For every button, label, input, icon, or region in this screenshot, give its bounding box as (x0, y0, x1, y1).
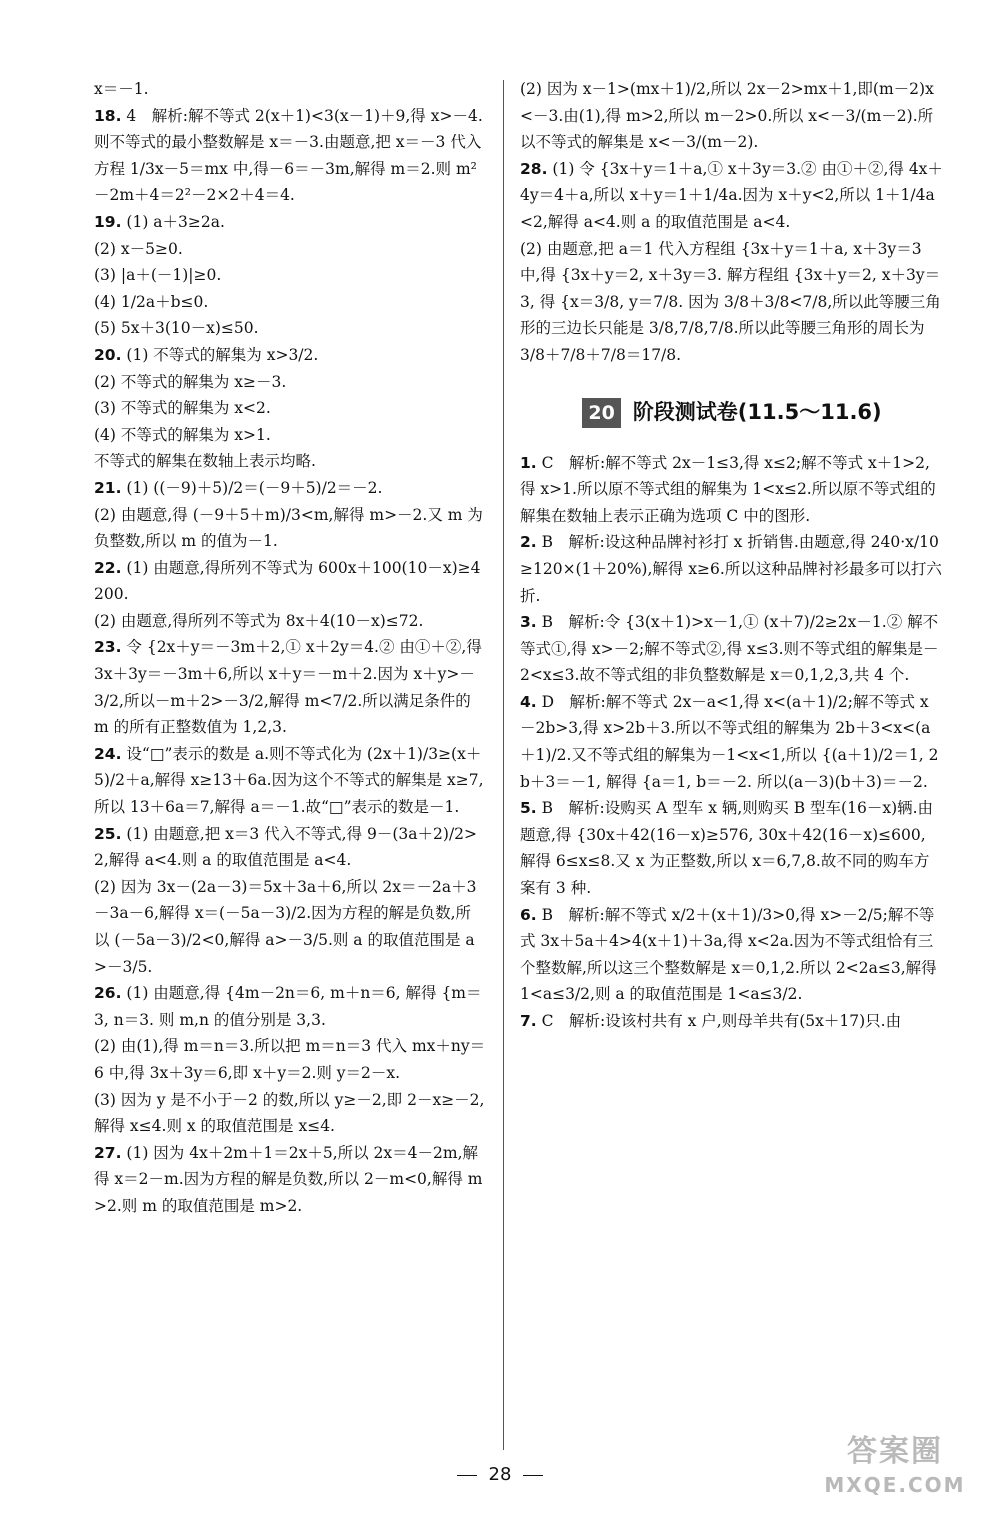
answer-text: (1) 由题意,把 x＝3 代入不等式,得 9－(3a＋2)/2>2,解得 a<4.则 a 的取值范围是 a<4. (94, 824, 478, 870)
answer-line (94, 980, 486, 1033)
question-number: 18. (94, 106, 122, 125)
answer-line (94, 821, 486, 874)
answer-text: (2) 由题意,得 (－9＋5＋m)/3<m,解得 m>－2.又 m 为负整数,所以 m 的值为－1. (94, 505, 483, 551)
answer-line (520, 902, 944, 1008)
footer-dash-right (523, 1475, 543, 1476)
answer-text: 4 解析:解不等式 2(x＋1)<3(x－1)＋9,得 x>－4.则不等式的最小整数解是 x＝－3.由题意,把 x＝－3 代入方程 1/3x－5＝mx 中,得－6＝－3m,解得 m＝2.则 m²－2m＋4＝2²－2×2＋4＝4. (94, 106, 483, 205)
answer-line (520, 76, 944, 156)
answer-line (94, 342, 486, 369)
answer-line (94, 395, 486, 422)
answer-line (520, 156, 944, 236)
answer-text: (2) 因为 x－1>(mx＋1)/2,所以 2x－2>mx＋1,即(m－2)x<－3.由(1),得 m>2,所以 m－2>0.所以 x<－3/(m－2).所以不等式的解集是 x<－3/(m－2). (520, 80, 934, 152)
answer-text: x＝－1. (94, 80, 149, 98)
answer-line (94, 209, 486, 236)
answer-text: D 解析:解不等式 2x－a<1,得 x<(a＋1)/2;解不等式 x－2b>3,得 x>2b＋3.所以不等式组的解集为 2b＋3<x<(a＋1)/2.又不等式组的解集为－1<x<1,所以 {(a＋1)/2＝1, 2b＋3＝－1, 解得 {a＝1, b＝－2. 所以(a－3)(b＋3)＝－2. (520, 692, 939, 791)
answer-text: C 解析:设该村共有 x 户,则母羊共有(5x＋17)只.由 (541, 1012, 902, 1030)
answer-text: (2) 因为 3x－(2a－3)＝5x＋3a＋6,所以 2x＝－2a＋3－3a－6,解得 x＝(－5a－3)/2.因为方程的解是负数,所以 (－5a－3)/2<0,解得 a>－3/5.则 a 的取值范围是 a>－3/5. (94, 877, 477, 976)
answer-text: (3) 因为 y 是不小于－2 的数,所以 y≥－2,即 2－x≥－2,解得 x≤4.则 x 的取值范围是 x≤4. (94, 1090, 485, 1136)
answer-line (94, 634, 486, 740)
answer-text: (1) a＋3≥2a. (126, 212, 225, 231)
question-number: 20. (94, 345, 122, 364)
answer-text: C 解析:解不等式 2x－1≤3,得 x≤2;解不等式 x＋1>2,得 x>1.所以原不等式组的解集为 1<x≤2.所以原不等式组的解集在数轴上表示正确为选项 C 中的图形. (520, 453, 936, 525)
question-number: 7. (520, 1012, 537, 1030)
answer-text: (5) 5x＋3(10－x)≤50. (94, 319, 259, 338)
answer-text: (4) 1/2a＋b≤0. (94, 292, 209, 311)
left-column (94, 76, 486, 1220)
answer-text: (1) ((－9)＋5)/2＝(－9＋5)/2＝－2. (126, 478, 383, 497)
question-number: 1. (520, 453, 537, 472)
watermark-logo (800, 1432, 990, 1502)
right-column-bottom (520, 450, 944, 1035)
answer-line (94, 76, 486, 103)
answer-line (94, 289, 486, 316)
answer-text: 令 {2x＋y＝－3m＋2,① x＋2y＝4.② 由①＋②,得 3x＋3y＝－3m＋6,所以 x＋y＝－m＋2.因为 x＋y>－3/2,所以－m＋2>－3/2,解得 m<7/2.所以满足条件的 m 的所有正整数值为 1,2,3. (94, 638, 487, 737)
answer-line (520, 236, 944, 369)
question-number: 22. (94, 558, 122, 577)
answer-line (520, 689, 944, 795)
question-number: 23. (94, 638, 122, 657)
answer-line (94, 236, 486, 263)
answer-text: (2) 由(1),得 m＝n＝3.所以把 m＝n＝3 代入 mx＋ny＝6 中,得 3x＋3y＝6,即 x＋y＝2.则 y＝2－x. (94, 1037, 486, 1082)
answer-text: B 解析:令 {3(x＋1)>x－1,① (x＋7)/2≥2x－1.② 解不等式①,得 x>－2;解不等式②,得 x≤3.则不等式组的解集是－2<x≤3.故不等式组的非负整数解是 x＝0,1,2,3,共 4 个. (520, 613, 939, 685)
answer-text: (3) |a＋(－1)|≥0. (94, 266, 222, 285)
question-number: 25. (94, 824, 122, 843)
question-number: 6. (520, 905, 537, 924)
answer-line (94, 448, 486, 475)
answer-line (94, 1087, 486, 1140)
answer-text: 设“□”表示的数是 a.则不等式化为 (2x＋1)/3≥(x＋5)/2＋a,解得 x≥13＋6a.因为这个不等式的解集是 x≥7,所以 13＋6a＝7,解得 a＝－1.故“□”表示的数是－1. (94, 744, 484, 817)
answer-text: B 解析:设这种品牌衬衫打 x 折销售.由题意,得 240·x/10≥120×(1＋20%),解得 x≥6.所以这种品牌衬衫最多可以打六折. (520, 533, 942, 605)
answer-line (94, 555, 486, 608)
section-title: 阶段测试卷(11.5～11.6) (632, 399, 882, 424)
answer-text: (2) x－5≥0. (94, 239, 183, 258)
footer-dash-left (457, 1475, 477, 1476)
section-heading (520, 397, 944, 428)
answer-text: (2) 不等式的解集为 x≥－3. (94, 372, 287, 391)
question-number: 28. (520, 159, 548, 178)
question-number: 4. (520, 692, 537, 711)
question-number: 24. (94, 744, 122, 763)
question-number: 26. (94, 984, 122, 1003)
answer-line (94, 475, 486, 502)
column-divider (503, 80, 504, 1450)
answer-line (94, 608, 486, 635)
answer-line (94, 502, 486, 555)
answer-text: (1) 不等式的解集为 x>3/2. (126, 345, 319, 364)
answer-text: (1) 因为 4x＋2m＋1＝2x＋5,所以 2x＝4－2m,解得 x＝2－m.因为方程的解是负数,所以 2－m<0,解得 m>2.则 m 的取值范围是 m>2. (94, 1143, 483, 1215)
answer-text: (3) 不等式的解集为 x<2. (94, 399, 271, 418)
answer-line (94, 315, 486, 342)
answer-text: (1) 令 {3x＋y＝1＋a,① x＋3y＝3.② 由①＋②,得 4x＋4y＝4＋a,所以 x＋y＝1＋1/4a.因为 x＋y<2,所以 1＋1/4a<2,解得 a<4.则 a 的取值范围是 a<4. (520, 159, 943, 231)
answer-line (520, 795, 944, 901)
answer-line (94, 422, 486, 449)
question-number: 3. (520, 613, 537, 632)
answer-line (94, 874, 486, 980)
right-column (520, 76, 944, 1035)
answer-line (94, 103, 486, 209)
answer-text: (1) 由题意,得所列不等式为 600x＋100(10－x)≥4 200. (94, 558, 486, 604)
answer-text: B 解析:设购买 A 型车 x 辆,则购买 B 型车(16－x)辆.由题意,得 {30x＋42(16－x)≥576, 30x＋42(16－x)≤600, 解得 6≤x≤8.又 x 为正整数,所以 x＝6,7,8.故不同的购车方案有 3 种. (520, 799, 934, 898)
question-number: 19. (94, 212, 122, 231)
answer-line (520, 450, 944, 530)
answer-text: B 解析:解不等式 x/2＋(x＋1)/3>0,得 x>－2/5;解不等式 3x＋5a＋4>4(x＋1)＋3a,得 x<2a.因为不等式组恰有三个整数解,所以这三个整数解是 x＝0,1,2.所以 2<2a≤3,解得 1<a≤3/2,则 a 的取值范围是 1<a≤3/2. (520, 905, 942, 1004)
section-number-badge: 20 (582, 398, 620, 428)
answer-line (94, 262, 486, 289)
answer-line (520, 1008, 944, 1035)
question-number: 27. (94, 1143, 122, 1162)
question-number: 21. (94, 478, 122, 497)
answer-text: (1) 由题意,得 {4m－2n＝6, m＋n＝6, 解得 {m＝3, n＝3. 则 m,n 的值分别是 3,3. (94, 984, 482, 1029)
question-number: 2. (520, 533, 537, 552)
page-number: 28 (488, 1464, 512, 1485)
watermark-text-bottom: MXQE.COM (824, 1473, 966, 1497)
answer-text: (2) 由题意,把 a＝1 代入方程组 {3x＋y＝1＋a, x＋3y＝3 中,得 {3x＋y＝2, x＋3y＝3. 解方程组 {3x＋y＝2, x＋3y＝3, 得 {x＝3/8, y＝7/8. 因为 3/8＋3/8<7/8,所以此等腰三角形的三边长只能是 3/8,7/8,7/8.所以此等腰三角形的周长为 3/8＋7/8＋7/8＝17/8. (520, 239, 941, 364)
answer-text: 不等式的解集在数轴上表示均略. (94, 452, 316, 471)
watermark-text-top: 答案圈 (847, 1434, 943, 1469)
answer-text: (4) 不等式的解集为 x>1. (94, 425, 271, 444)
question-number: 5. (520, 799, 537, 818)
answer-line (520, 529, 944, 609)
answer-text: (2) 由题意,得所列不等式为 8x＋4(10－x)≤72. (94, 611, 424, 630)
answer-line (94, 1140, 486, 1220)
answer-line (94, 369, 486, 396)
right-column-top (520, 76, 944, 369)
answer-line (94, 1033, 486, 1086)
answer-line (94, 741, 486, 821)
answer-line (520, 609, 944, 689)
